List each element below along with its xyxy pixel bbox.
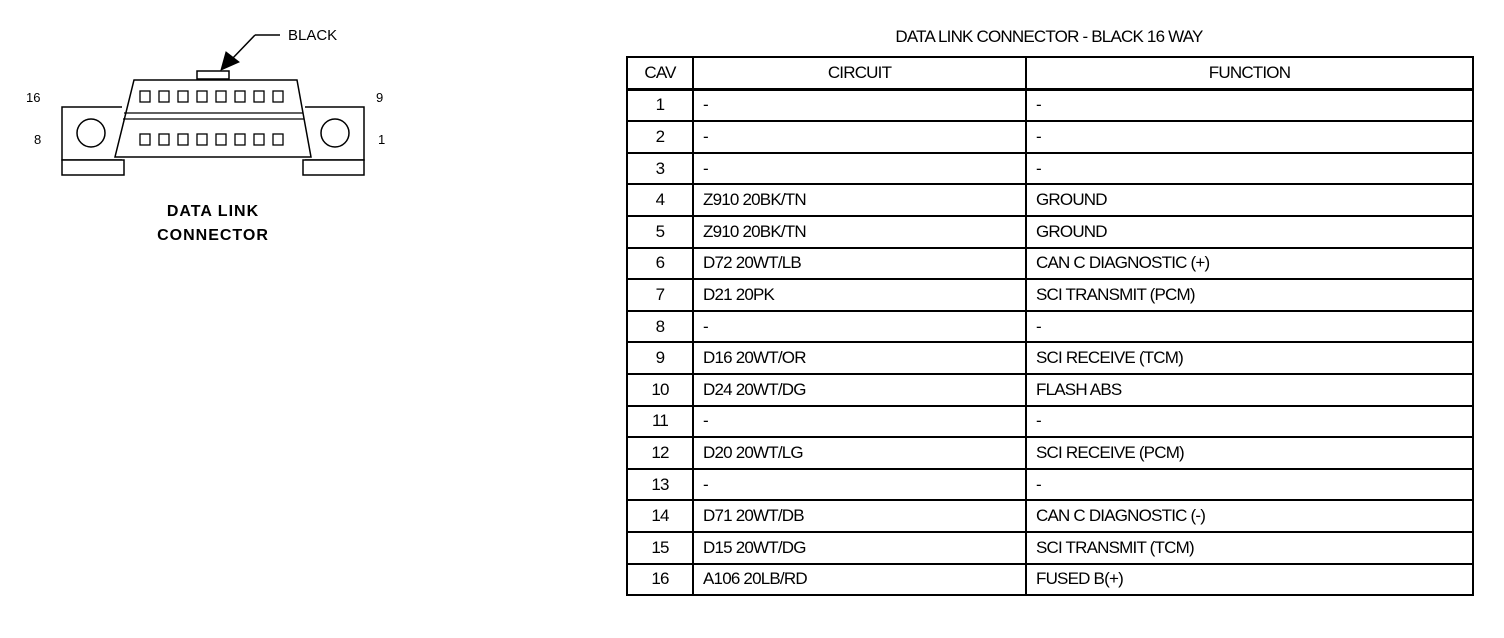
circuit-cell: - (693, 469, 1026, 501)
function-cell: - (1026, 153, 1473, 185)
circuit-cell: Z910 20BK/TN (693, 184, 1026, 216)
function-cell: - (1026, 121, 1473, 153)
cav-cell: 8 (627, 311, 693, 343)
cav-cell: 15 (627, 532, 693, 564)
cav-cell: 10 (627, 374, 693, 406)
table-header-row (627, 57, 1473, 89)
cav-cell: 2 (627, 121, 693, 153)
pin-label-16: 16 (26, 90, 41, 105)
table-row (627, 374, 1473, 406)
table-row (627, 216, 1473, 248)
circuit-cell: D20 20WT/LG (693, 437, 1026, 469)
pin-table (626, 56, 1474, 596)
circuit-cell: - (693, 153, 1026, 185)
circuit-cell: D15 20WT/DG (693, 532, 1026, 564)
circuit-cell: A106 20LB/RD (693, 564, 1026, 596)
cav-cell: 1 (627, 89, 693, 121)
header-function: FUNCTION (1026, 57, 1473, 89)
cav-cell: 4 (627, 184, 693, 216)
circuit-cell: D71 20WT/DB (693, 500, 1026, 532)
table-row (627, 469, 1473, 501)
table-row (627, 89, 1473, 121)
circuit-cell: - (693, 311, 1026, 343)
pin-label-9: 9 (376, 90, 384, 105)
cav-cell: 6 (627, 248, 693, 280)
table-title: DATA LINK CONNECTOR - BLACK 16 WAY (895, 27, 1203, 46)
circuit-cell: - (693, 121, 1026, 153)
cav-cell: 9 (627, 342, 693, 374)
callout-arrow (221, 35, 280, 70)
function-cell: CAN C DIAGNOSTIC (-) (1026, 500, 1473, 532)
table-row (627, 500, 1473, 532)
table-row (627, 184, 1473, 216)
function-cell: - (1026, 406, 1473, 438)
table-row (627, 532, 1473, 564)
figure-caption-line1: DATA LINK (166, 203, 260, 220)
pin-label-1: 1 (378, 132, 386, 147)
left-mounting-ear (62, 107, 124, 175)
table-row (627, 406, 1473, 438)
callout-label: BLACK (288, 27, 338, 44)
pin-label-8: 8 (34, 132, 42, 147)
table-row (627, 248, 1473, 280)
cav-cell: 12 (627, 437, 693, 469)
cav-cell: 11 (627, 406, 693, 438)
circuit-cell: D72 20WT/LB (693, 248, 1026, 280)
function-cell: SCI TRANSMIT (TCM) (1026, 532, 1473, 564)
function-cell: - (1026, 89, 1473, 121)
header-cav: CAV (627, 57, 693, 89)
table-row (627, 121, 1473, 153)
function-cell: FUSED B(+) (1026, 564, 1473, 596)
right-mounting-ear (303, 107, 364, 175)
header-circuit: CIRCUIT (693, 57, 1026, 89)
function-cell: SCI RECEIVE (TCM) (1026, 342, 1473, 374)
function-cell: GROUND (1026, 216, 1473, 248)
connector-diagram (0, 0, 420, 260)
circuit-cell: D24 20WT/DG (693, 374, 1026, 406)
table-row (627, 564, 1473, 596)
circuit-cell: D21 20PK (693, 279, 1026, 311)
function-cell: SCI RECEIVE (PCM) (1026, 437, 1473, 469)
table-row (627, 153, 1473, 185)
function-cell: - (1026, 311, 1473, 343)
circuit-cell: Z910 20BK/TN (693, 216, 1026, 248)
cav-cell: 13 (627, 469, 693, 501)
cav-cell: 7 (627, 279, 693, 311)
circuit-cell: - (693, 89, 1026, 121)
cav-cell: 14 (627, 500, 693, 532)
cav-cell: 3 (627, 153, 693, 185)
table-row (627, 342, 1473, 374)
function-cell: FLASH ABS (1026, 374, 1473, 406)
function-cell: GROUND (1026, 184, 1473, 216)
cav-cell: 16 (627, 564, 693, 596)
table-row (627, 437, 1473, 469)
table-row (627, 311, 1473, 343)
table-row (627, 279, 1473, 311)
figure-caption-line2: CONNECTOR (157, 227, 269, 244)
circuit-cell: D16 20WT/OR (693, 342, 1026, 374)
function-cell: SCI TRANSMIT (PCM) (1026, 279, 1473, 311)
cav-cell: 5 (627, 216, 693, 248)
function-cell: CAN C DIAGNOSTIC (+) (1026, 248, 1473, 280)
connector-key-tab (197, 71, 229, 79)
function-cell: - (1026, 469, 1473, 501)
circuit-cell: - (693, 406, 1026, 438)
